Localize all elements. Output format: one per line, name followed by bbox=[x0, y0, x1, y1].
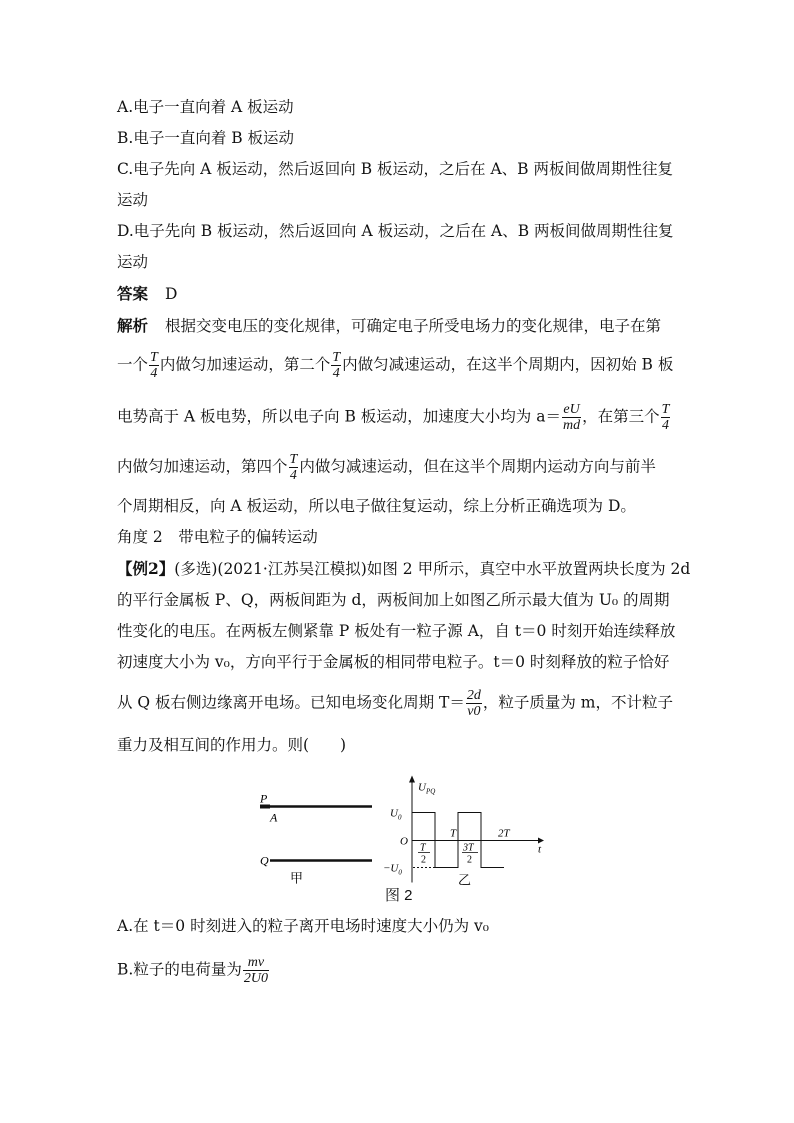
fraction-t-over-4: $\frac{T}{4}$ bbox=[332, 350, 341, 381]
analysis-text-2b: 内做匀加速运动，第二个 bbox=[159, 355, 331, 374]
fraction-t-over-4: $\frac{T}{4}$ bbox=[661, 402, 670, 433]
label-T-over-2-den: 2 bbox=[421, 854, 426, 866]
option-d-line2: 运动 bbox=[117, 253, 149, 271]
section-title: 角度 2 带电粒子的偏转运动 bbox=[117, 528, 318, 546]
example-line5 bbox=[117, 688, 673, 719]
voltage-graph bbox=[383, 776, 544, 888]
analysis-text-3b: ，在第三个 bbox=[582, 407, 660, 426]
analysis-text-2a: 一个 bbox=[117, 355, 149, 374]
example-line4: 初速度大小为 v₀，方向平行于金属板的相同带电粒子。t＝0 时刻释放的粒子恰好 bbox=[117, 653, 670, 671]
label-o: O bbox=[400, 835, 408, 848]
analysis-line3 bbox=[117, 402, 671, 433]
analysis-text-4b: 内做匀减速运动，但在这半个周期内运动方向与前半 bbox=[299, 457, 656, 476]
example-line2: 的平行金属板 P、Q，两板间距为 d，两板间加上如图乙所示最大值为 U₀ 的周期 bbox=[117, 591, 670, 609]
fraction-eu-over-md: $\frac{eU}{md}$ bbox=[562, 402, 581, 433]
analysis-text-1: 根据交变电压的变化规律，可确定电子所受电场力的变化规律，电子在第 bbox=[164, 317, 661, 335]
label-jia: 甲 bbox=[290, 870, 304, 886]
option-b-text: B.粒子的电荷量为 bbox=[117, 960, 242, 979]
fraction-t-over-4: $\frac{T}{4}$ bbox=[289, 452, 298, 483]
analysis-text-3a: 电势高于 A 板电势，所以电子向 B 板运动，加速度大小均为 a＝ bbox=[117, 407, 561, 426]
option-a: A.电子一直向着 A 板运动 bbox=[117, 98, 294, 116]
label-q: Q bbox=[260, 853, 269, 868]
label-upq: $U_{PQ}$ bbox=[418, 781, 436, 796]
label-yi: 乙 bbox=[458, 872, 472, 888]
label-T: T bbox=[450, 827, 457, 840]
label-p: P bbox=[260, 791, 268, 806]
label-2T: 2T bbox=[498, 827, 510, 840]
label-t-axis: t bbox=[538, 843, 542, 856]
answer-line bbox=[117, 284, 177, 304]
analysis-line5: 个周期相反，向 A 板运动，所以电子做往复运动，综上分析正确选项为 D。 bbox=[117, 497, 636, 515]
label-a: A bbox=[270, 810, 278, 825]
fraction-t-over-4: $\frac{T}{4}$ bbox=[150, 350, 158, 381]
example-text-5a: 从 Q 板右侧边缘离开电场。已知电场变化周期 T＝ bbox=[117, 693, 465, 712]
plates-diagram bbox=[259, 792, 372, 886]
label-T-over-2-num: T bbox=[420, 842, 426, 854]
figure-caption: 图 2 bbox=[385, 887, 413, 904]
label-u0: $U_0$ bbox=[390, 807, 402, 822]
example-line3: 性变化的电压。在两板左侧紧靠 P 板处有一粒子源 A，自 t＝0 时刻开始连续释放 bbox=[117, 622, 676, 640]
example-tag: 【例2】 bbox=[117, 559, 175, 578]
option-b: B.电子一直向着 B 板运动 bbox=[117, 129, 295, 147]
analysis-line2 bbox=[117, 350, 673, 381]
option-c-line2: 运动 bbox=[117, 191, 149, 209]
example-line6: 重力及相互间的作用力。则( ) bbox=[117, 736, 347, 754]
analysis-line1 bbox=[117, 316, 661, 336]
option-bottom-a: A.在 t＝0 时刻进入的粒子离开电场时速度大小仍为 v₀ bbox=[117, 917, 489, 935]
analysis-line4 bbox=[117, 452, 656, 483]
analysis-text-2c: 内做匀减速运动，在这半个周期内，因初始 B 板 bbox=[342, 355, 674, 374]
answer-value: D bbox=[164, 285, 178, 303]
fraction-mv-over-2u0: $\frac{mv}{2U0}$ bbox=[243, 955, 268, 986]
option-bottom-b bbox=[117, 955, 270, 986]
label-3T-over-2-den: 2 bbox=[467, 854, 472, 866]
example-line1 bbox=[117, 559, 690, 579]
fraction-2d-over-v0: $\frac{2d}{v0}$ bbox=[466, 688, 481, 719]
example-text-5b: ，粒子质量为 m，不计粒子 bbox=[482, 693, 673, 712]
option-d-line1: D.电子先向 B 板运动，然后返回向 A 板运动，之后在 A、B 两板间做周期性往复 bbox=[117, 222, 674, 240]
label-neg-u0: $-U_0$ bbox=[383, 862, 402, 877]
analysis-label: 解析 bbox=[117, 316, 149, 335]
option-c-line1: C.电子先向 A 板运动，然后返回向 B 板运动，之后在 A、B 两板间做周期性往复 bbox=[117, 160, 673, 178]
label-3T-over-2-num: 3T bbox=[463, 842, 474, 854]
answer-label: 答案 bbox=[117, 284, 149, 303]
analysis-text-4a: 内做匀加速运动，第四个 bbox=[117, 457, 288, 476]
example-text-1: (多选)(2021·江苏吴江模拟)如图 2 甲所示，真空中水平放置两块长度为 2d bbox=[174, 560, 691, 578]
